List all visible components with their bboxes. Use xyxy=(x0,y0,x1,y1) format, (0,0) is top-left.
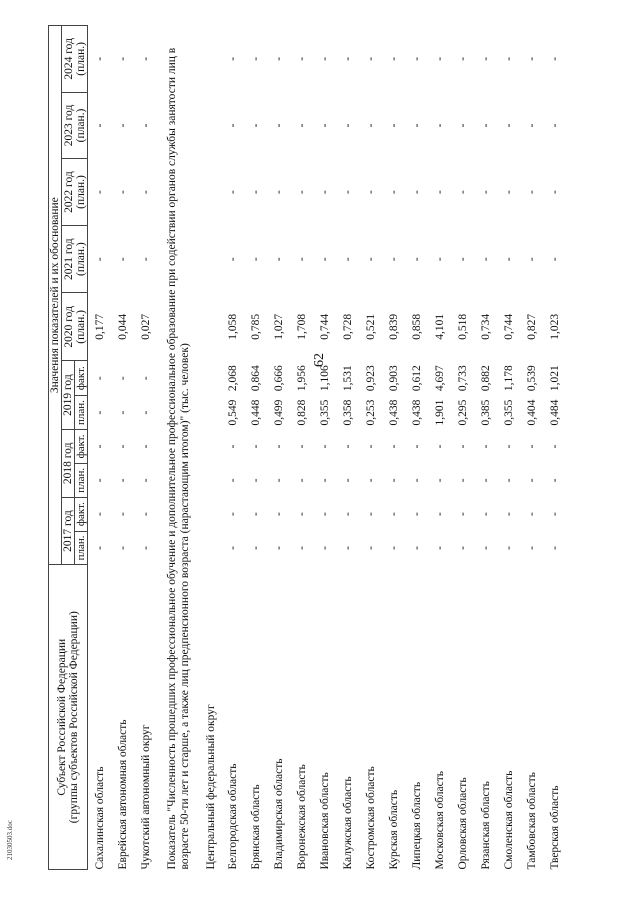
value-cell: - xyxy=(226,478,239,483)
value-cell: - xyxy=(226,546,239,550)
value-cell: - xyxy=(226,257,239,262)
subject-header xyxy=(49,565,88,870)
table-row xyxy=(451,26,474,870)
value-cell: - xyxy=(548,546,561,550)
value-cell: - xyxy=(525,257,538,262)
value-cell: - xyxy=(456,56,469,61)
value-cell: - xyxy=(272,257,285,262)
table-body xyxy=(88,26,567,870)
value-cell: 0,903 xyxy=(387,365,400,392)
value-cell: 0,549 xyxy=(226,399,239,426)
year-sub: (план.) xyxy=(74,175,87,209)
value-cell: - xyxy=(295,257,308,262)
value-cell: - xyxy=(479,257,492,262)
value-cell: - xyxy=(364,512,377,517)
value-cell: - xyxy=(272,123,285,128)
value-cell: 1,027 xyxy=(272,313,285,340)
value-cell: - xyxy=(93,410,106,415)
year-header xyxy=(62,159,88,226)
value-cell: 0,484 xyxy=(548,399,561,426)
value-cell: - xyxy=(318,444,331,449)
subject-header-line2: (группы субъектов Российской Федерации) xyxy=(68,611,80,824)
year-sub: (план.) xyxy=(74,310,87,344)
value-cell: - xyxy=(410,478,423,483)
value-cell: - xyxy=(525,546,538,550)
value-cell: - xyxy=(272,444,285,449)
value-cell: 0,858 xyxy=(410,313,423,340)
value-cell: 0,666 xyxy=(272,365,285,392)
value-cell: 1,178 xyxy=(502,365,515,392)
value-cell: - xyxy=(410,512,423,517)
value-cell: - xyxy=(387,512,400,517)
value-cell: - xyxy=(116,56,129,61)
value-cell: - xyxy=(502,546,515,550)
value-cell: 0,385 xyxy=(479,399,492,426)
region-name: Белгородская область xyxy=(226,763,239,870)
value-cell: - xyxy=(116,376,129,381)
plan-subheader: план. xyxy=(75,463,88,497)
value-cell: - xyxy=(116,257,129,262)
year-label: 2020 год xyxy=(62,306,75,348)
value-cell: - xyxy=(410,190,423,194)
fact-subheader: факт. xyxy=(75,497,88,531)
value-cell: - xyxy=(433,257,446,262)
document-code: 21030503.doc xyxy=(6,820,14,860)
value-cell: - xyxy=(295,123,308,128)
value-cell: - xyxy=(548,478,561,483)
value-cell: 0,728 xyxy=(341,313,354,340)
region-name: Сахалинская область xyxy=(93,766,106,870)
value-cell: 0,827 xyxy=(525,313,538,340)
value-cell: 0,438 xyxy=(387,399,400,426)
region-name: Владимирская область xyxy=(272,758,285,870)
value-cell: 1,708 xyxy=(295,313,308,340)
value-cell: - xyxy=(410,123,423,128)
value-cell: - xyxy=(318,478,331,483)
value-cell: 4,697 xyxy=(433,365,446,392)
value-cell: - xyxy=(502,444,515,449)
value-cell: - xyxy=(139,478,152,483)
value-cell: 1,531 xyxy=(341,365,354,392)
value-cell: - xyxy=(456,123,469,128)
value-cell: - xyxy=(341,478,354,483)
group-row xyxy=(201,26,221,870)
region-name: Брянская область xyxy=(249,784,262,870)
year-header: 2017 год xyxy=(62,497,75,565)
value-cell: - xyxy=(502,512,515,517)
value-cell: 0,744 xyxy=(318,313,331,340)
value-cell: - xyxy=(433,444,446,449)
value-cell: 1,956 xyxy=(295,365,308,392)
page-number: 62 xyxy=(312,353,327,367)
value-cell: - xyxy=(249,546,262,550)
value-cell: - xyxy=(249,123,262,128)
value-cell: - xyxy=(548,123,561,128)
value-cell: - xyxy=(116,512,129,517)
region-name: Тамбовская область xyxy=(525,772,538,870)
value-cell: 0,027 xyxy=(139,313,152,340)
value-cell: - xyxy=(525,512,538,517)
value-cell: - xyxy=(295,478,308,483)
value-cell: - xyxy=(433,56,446,61)
table-row xyxy=(428,26,451,870)
year-sub: (план.) xyxy=(74,42,87,76)
value-cell: 0,612 xyxy=(410,365,423,392)
value-cell: - xyxy=(116,190,129,194)
table-row xyxy=(405,26,428,870)
plan-subheader: план. xyxy=(75,531,88,565)
year-header xyxy=(62,26,88,93)
value-cell: 0,882 xyxy=(479,365,492,392)
value-cell: - xyxy=(364,478,377,483)
value-cell: - xyxy=(295,190,308,194)
value-cell: 0,295 xyxy=(456,399,469,426)
value-cell: - xyxy=(139,444,152,449)
value-cell: - xyxy=(93,123,106,128)
region-name: Чукотский автономный округ xyxy=(139,724,152,870)
value-cell: - xyxy=(433,512,446,517)
value-cell: - xyxy=(272,512,285,517)
value-cell: - xyxy=(548,257,561,262)
year-label: 2024 год xyxy=(62,38,75,80)
year-header: 2019 год xyxy=(62,361,75,430)
value-cell: - xyxy=(479,190,492,194)
value-cell: - xyxy=(456,546,469,550)
value-cell: 0,448 xyxy=(249,399,262,426)
value-cell: - xyxy=(139,190,152,194)
table-row xyxy=(111,26,134,870)
value-cell: - xyxy=(387,56,400,61)
value-cell: 0,521 xyxy=(364,313,377,340)
fact-subheader: факт. xyxy=(75,430,88,464)
value-cell: - xyxy=(525,123,538,128)
value-cell: - xyxy=(249,190,262,194)
value-cell: - xyxy=(93,546,106,550)
value-cell: - xyxy=(364,56,377,61)
value-cell: 1,021 xyxy=(548,365,561,392)
value-cell: - xyxy=(479,512,492,517)
value-cell: - xyxy=(93,190,106,194)
value-cell: - xyxy=(93,376,106,381)
indicator-caption: Показатель "Численность прошедших профессиональное обучение и дополнительное профессиональное образование при содействии органов службы занятости лиц в возрасте 50-ти лет и старше, а также лиц предпенсионного возраста (нарастающим итогом)" (тыс. человек) xyxy=(166,47,191,870)
year-header: 2018 год xyxy=(62,430,75,498)
value-cell: - xyxy=(318,190,331,194)
value-cell: 0,438 xyxy=(410,399,423,426)
value-cell: - xyxy=(525,444,538,449)
value-cell: 0,923 xyxy=(364,365,377,392)
value-cell: - xyxy=(116,478,129,483)
value-cell: 4,101 xyxy=(433,313,446,340)
value-cell: - xyxy=(525,478,538,483)
table-row xyxy=(336,26,359,870)
value-cell: - xyxy=(272,190,285,194)
value-cell: - xyxy=(272,478,285,483)
value-cell: - xyxy=(139,123,152,128)
value-cell: - xyxy=(341,56,354,61)
region-name: Еврейская автономная область xyxy=(116,719,129,870)
value-cell: - xyxy=(226,123,239,128)
value-cell: - xyxy=(433,123,446,128)
value-cell: - xyxy=(502,190,515,194)
year-label: 2023 год xyxy=(62,104,75,147)
value-cell: 0,734 xyxy=(479,313,492,340)
table-row xyxy=(221,26,244,870)
values-title-header: Значения показателей и их обоснование xyxy=(49,26,62,565)
value-cell: - xyxy=(364,190,377,194)
region-name: Костромская область xyxy=(364,766,377,870)
value-cell: - xyxy=(387,546,400,550)
value-cell: - xyxy=(364,257,377,262)
value-cell: 0,355 xyxy=(318,399,331,426)
value-cell: - xyxy=(116,444,129,449)
table-row xyxy=(290,26,313,870)
value-cell: - xyxy=(387,190,400,194)
value-cell: - xyxy=(364,123,377,128)
value-cell: 0,785 xyxy=(249,313,262,340)
value-cell: - xyxy=(456,190,469,194)
value-cell: 0,839 xyxy=(387,313,400,340)
value-cell: - xyxy=(272,56,285,61)
value-cell: - xyxy=(341,257,354,262)
value-cell: - xyxy=(502,56,515,61)
value-cell: 1,058 xyxy=(226,313,239,340)
value-cell: 0,404 xyxy=(525,399,538,426)
value-cell: - xyxy=(93,257,106,262)
value-cell: - xyxy=(295,512,308,517)
table-row xyxy=(382,26,405,870)
value-cell: - xyxy=(479,546,492,550)
value-cell: - xyxy=(139,376,152,381)
plan-subheader: план. xyxy=(75,396,88,430)
value-cell: - xyxy=(318,123,331,128)
value-cell: - xyxy=(116,123,129,128)
region-name: Московская область xyxy=(433,770,446,870)
year-header xyxy=(62,92,88,159)
value-cell: - xyxy=(341,123,354,128)
region-name: Смоленская область xyxy=(502,770,515,870)
value-cell: 0,355 xyxy=(502,399,515,426)
table-row xyxy=(474,26,497,870)
value-cell: - xyxy=(548,56,561,61)
value-cell: 1,901 xyxy=(433,399,446,426)
value-cell: - xyxy=(226,56,239,61)
value-cell: 0,499 xyxy=(272,399,285,426)
value-cell: - xyxy=(387,257,400,262)
value-cell: - xyxy=(272,546,285,550)
region-name: Липецкая область xyxy=(410,781,423,870)
value-cell: - xyxy=(249,478,262,483)
value-cell: - xyxy=(456,512,469,517)
value-cell: 0,733 xyxy=(456,365,469,392)
value-cell: 0,044 xyxy=(116,313,129,340)
value-cell: - xyxy=(479,444,492,449)
value-cell: - xyxy=(364,444,377,449)
value-cell: - xyxy=(502,123,515,128)
value-cell: - xyxy=(502,257,515,262)
value-cell: - xyxy=(502,478,515,483)
region-name: Калужская область xyxy=(341,776,354,870)
subject-header-line1: Субъект Российской Федерации xyxy=(56,638,68,796)
value-cell: - xyxy=(341,546,354,550)
value-cell: - xyxy=(318,257,331,262)
value-cell: 0,177 xyxy=(93,313,106,340)
table-row xyxy=(497,26,520,870)
value-cell: - xyxy=(479,56,492,61)
value-cell: - xyxy=(249,257,262,262)
value-cell: - xyxy=(341,190,354,194)
rotated-table-page xyxy=(48,25,638,870)
region-name: Курская область xyxy=(387,789,400,870)
value-cell: 0,864 xyxy=(249,365,262,392)
value-cell: - xyxy=(341,444,354,449)
region-name: Тверская область xyxy=(548,785,561,870)
year-label: 2022 год xyxy=(62,171,75,213)
value-cell: - xyxy=(525,56,538,61)
region-name: Воронежская область xyxy=(295,764,308,870)
value-cell: - xyxy=(295,546,308,550)
value-cell: - xyxy=(318,546,331,550)
value-cell: - xyxy=(387,123,400,128)
value-cell: - xyxy=(410,444,423,449)
value-cell: - xyxy=(93,478,106,483)
table-row xyxy=(543,26,566,870)
value-cell: 1,106 xyxy=(318,365,331,392)
value-cell: - xyxy=(410,56,423,61)
value-cell: - xyxy=(93,512,106,517)
table-row xyxy=(359,26,382,870)
value-cell: - xyxy=(410,546,423,550)
value-cell: - xyxy=(341,512,354,517)
value-cell: 0,539 xyxy=(525,365,538,392)
value-cell: - xyxy=(479,478,492,483)
year-header xyxy=(62,293,88,361)
value-cell: - xyxy=(226,190,239,194)
value-cell: - xyxy=(548,512,561,517)
value-cell: - xyxy=(525,190,538,194)
value-cell: 0,253 xyxy=(364,399,377,426)
table-row xyxy=(313,26,336,870)
fact-subheader: факт. xyxy=(75,361,88,396)
table-row xyxy=(520,26,543,870)
value-cell: - xyxy=(433,190,446,194)
value-cell: - xyxy=(249,56,262,61)
value-cell: - xyxy=(456,444,469,449)
table-row xyxy=(134,26,157,870)
value-cell: - xyxy=(139,410,152,415)
value-cell: - xyxy=(548,190,561,194)
value-cell: - xyxy=(295,444,308,449)
year-header xyxy=(62,225,88,293)
value-cell: - xyxy=(456,478,469,483)
value-cell: - xyxy=(387,444,400,449)
value-cell: - xyxy=(116,410,129,415)
table-row xyxy=(244,26,267,870)
value-cell: - xyxy=(139,257,152,262)
region-name: Орловская область xyxy=(456,777,469,870)
value-cell: - xyxy=(433,478,446,483)
value-cell: - xyxy=(93,56,106,61)
value-cell: - xyxy=(249,444,262,449)
value-cell: - xyxy=(139,512,152,517)
value-cell: - xyxy=(116,546,129,550)
value-cell: - xyxy=(139,546,152,550)
value-cell: - xyxy=(456,257,469,262)
value-cell: 0,518 xyxy=(456,313,469,340)
value-cell: - xyxy=(226,512,239,517)
value-cell: 0,828 xyxy=(295,399,308,426)
indicator-row xyxy=(157,26,201,870)
value-cell: - xyxy=(93,444,106,449)
value-cell: - xyxy=(410,257,423,262)
value-cell: 0,358 xyxy=(341,399,354,426)
value-cell: - xyxy=(479,123,492,128)
region-name: Ивановская область xyxy=(318,772,331,870)
value-cell: - xyxy=(318,512,331,517)
value-cell: - xyxy=(318,56,331,61)
table-row xyxy=(267,26,290,870)
value-cell: - xyxy=(548,444,561,449)
table-header xyxy=(49,26,88,870)
value-cell: - xyxy=(364,546,377,550)
value-cell: - xyxy=(226,444,239,449)
indicators-table xyxy=(48,25,566,870)
value-cell: - xyxy=(249,512,262,517)
value-cell: - xyxy=(387,478,400,483)
value-cell: - xyxy=(433,546,446,550)
value-cell: 0,744 xyxy=(502,313,515,340)
year-sub: (план.) xyxy=(74,108,87,143)
value-cell: 2,068 xyxy=(226,365,239,392)
federal-district-title: Центральный федеральный округ xyxy=(205,704,217,870)
value-cell: 1,023 xyxy=(548,313,561,340)
region-name: Рязанская область xyxy=(479,781,492,870)
table-row xyxy=(88,26,112,870)
year-sub: (план.) xyxy=(74,242,87,276)
value-cell: - xyxy=(295,56,308,61)
year-label: 2021 год xyxy=(62,238,75,280)
value-cell: - xyxy=(139,56,152,61)
